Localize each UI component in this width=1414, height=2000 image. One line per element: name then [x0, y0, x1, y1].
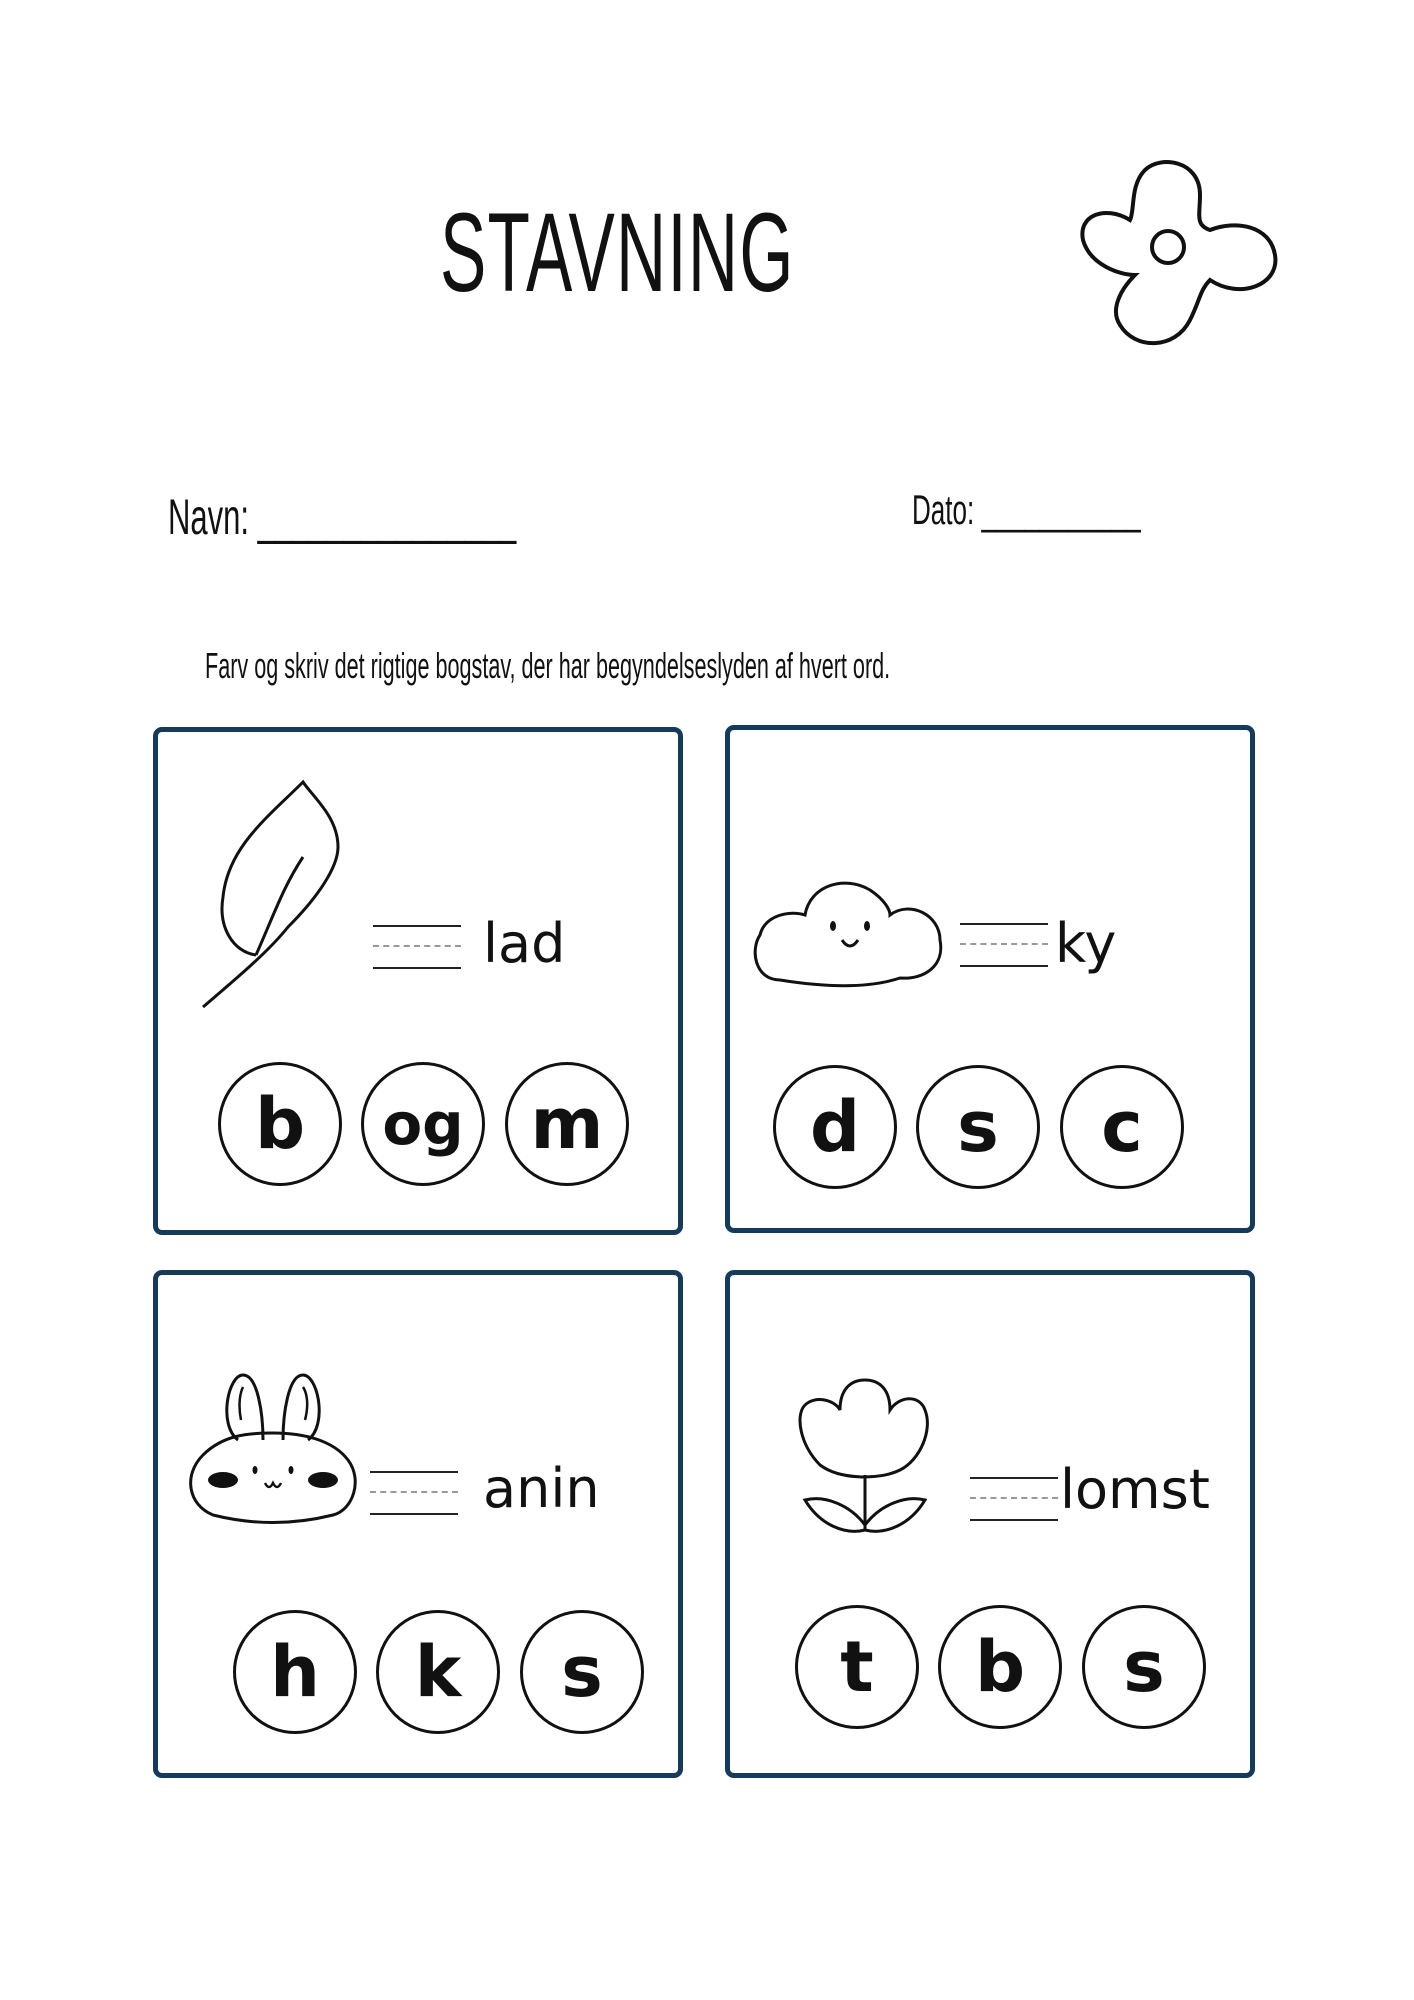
tulip-icon: [785, 1375, 945, 1575]
flower-icon: [1050, 150, 1290, 360]
letter-option[interactable]: s: [520, 1610, 644, 1734]
page-title: STAVNING: [440, 190, 795, 315]
letter-option[interactable]: m: [505, 1062, 629, 1186]
answer-lines[interactable]: [970, 1477, 1058, 1521]
word-stem: ky: [1055, 912, 1117, 975]
date-field-label: Dato: ___________: [912, 486, 1141, 533]
word-stem: lomst: [1060, 1458, 1210, 1521]
answer-lines[interactable]: [370, 1471, 458, 1515]
letter-option[interactable]: d: [773, 1065, 897, 1189]
exercise-card-tulip: [725, 1270, 1255, 1778]
letter-option[interactable]: b: [218, 1062, 342, 1186]
cloud-icon: [750, 870, 950, 1000]
word-stem: anin: [483, 1457, 600, 1520]
answer-lines[interactable]: [960, 923, 1048, 967]
letter-option[interactable]: h: [233, 1610, 357, 1734]
answer-lines[interactable]: [373, 925, 461, 969]
bunny-icon: [183, 1365, 363, 1545]
word-stem: lad: [483, 912, 566, 975]
instruction-text: Farv og skriv det rigtige bogstav, der har begyndelseslyden af hvert ord.: [205, 645, 891, 686]
letter-option[interactable]: og: [361, 1062, 485, 1186]
letter-option[interactable]: s: [1082, 1605, 1206, 1729]
letter-option[interactable]: k: [376, 1610, 500, 1734]
leaf-icon: [198, 777, 348, 1017]
exercise-card-leaf: [153, 727, 683, 1235]
letter-option[interactable]: b: [938, 1605, 1062, 1729]
name-field-label: Navn: _______________: [168, 489, 517, 545]
exercise-card-cloud: [725, 725, 1255, 1233]
letter-option[interactable]: c: [1060, 1065, 1184, 1189]
exercise-card-bunny: [153, 1270, 683, 1778]
letter-option[interactable]: t: [795, 1605, 919, 1729]
letter-option[interactable]: s: [916, 1065, 1040, 1189]
